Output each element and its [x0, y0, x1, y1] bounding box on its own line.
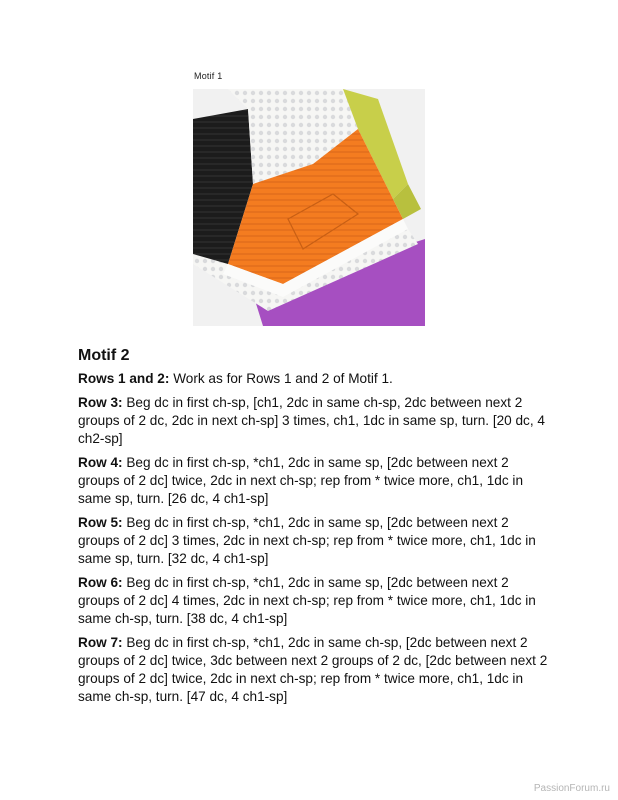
row-label: Row 7:: [78, 635, 123, 650]
instruction-row: [78, 454, 548, 508]
row-label: Row 6:: [78, 575, 123, 590]
row-label: Row 3:: [78, 395, 123, 410]
instruction-row: [78, 394, 548, 448]
watermark: PassionForum.ru: [533, 783, 610, 794]
instruction-row: [78, 574, 548, 628]
row-text: Beg dc in first ch-sp, *ch1, 2dc in same sp, [2dc between next 2 groups of 2 dc] 3 times, 2dc in next ch-sp; rep from * twice more, ch1, 1dc in same sp, turn. [32 dc, 4 ch1-sp]: [78, 515, 536, 566]
instruction-row: [78, 370, 548, 388]
row-text: Beg dc in first ch-sp, *ch1, 2dc in same sp, [2dc between next 2 groups of 2 dc] 4 times, 2dc in next ch-sp; rep from * twice more, ch1, 1dc in same ch-sp, turn. [38 dc, 4 ch1-sp]: [78, 575, 536, 626]
crochet-motif-illustration: [193, 89, 425, 326]
row-label: Row 4:: [78, 455, 123, 470]
row-text: Beg dc in first ch-sp, *ch1, 2dc in same ch-sp, [2dc between next 2 groups of 2 dc] twice, 3dc between next 2 groups of 2 dc, [2dc between next 2 groups of 2 dc] twice, 2dc in next ch-sp; rep from * twice more, ch1, 1dc in same ch-sp, turn. [47 dc, 4 ch1-sp]: [78, 635, 548, 704]
row-label: Rows 1 and 2:: [78, 371, 170, 386]
row-label: Row 5:: [78, 515, 123, 530]
figure-caption: Motif 1: [194, 71, 223, 81]
pattern-instructions: [78, 370, 548, 712]
instruction-row: [78, 514, 548, 568]
section-title: Motif 2: [78, 347, 130, 364]
crochet-motif-photo: [193, 89, 425, 326]
row-text: Work as for Rows 1 and 2 of Motif 1.: [173, 371, 393, 386]
instruction-row: [78, 634, 548, 706]
row-text: Beg dc in first ch-sp, *ch1, 2dc in same sp, [2dc between next 2 groups of 2 dc] twice, 2dc in next ch-sp; rep from * twice more, ch1, 1dc in same sp, turn. [26 dc, 4 ch1-sp]: [78, 455, 524, 506]
row-text: Beg dc in first ch-sp, [ch1, 2dc in same ch-sp, 2dc between next 2 groups of 2 dc, 2dc in next ch-sp] 3 times, ch1, 1dc in same sp, turn. [20 dc, 4 ch2-sp]: [78, 395, 545, 446]
